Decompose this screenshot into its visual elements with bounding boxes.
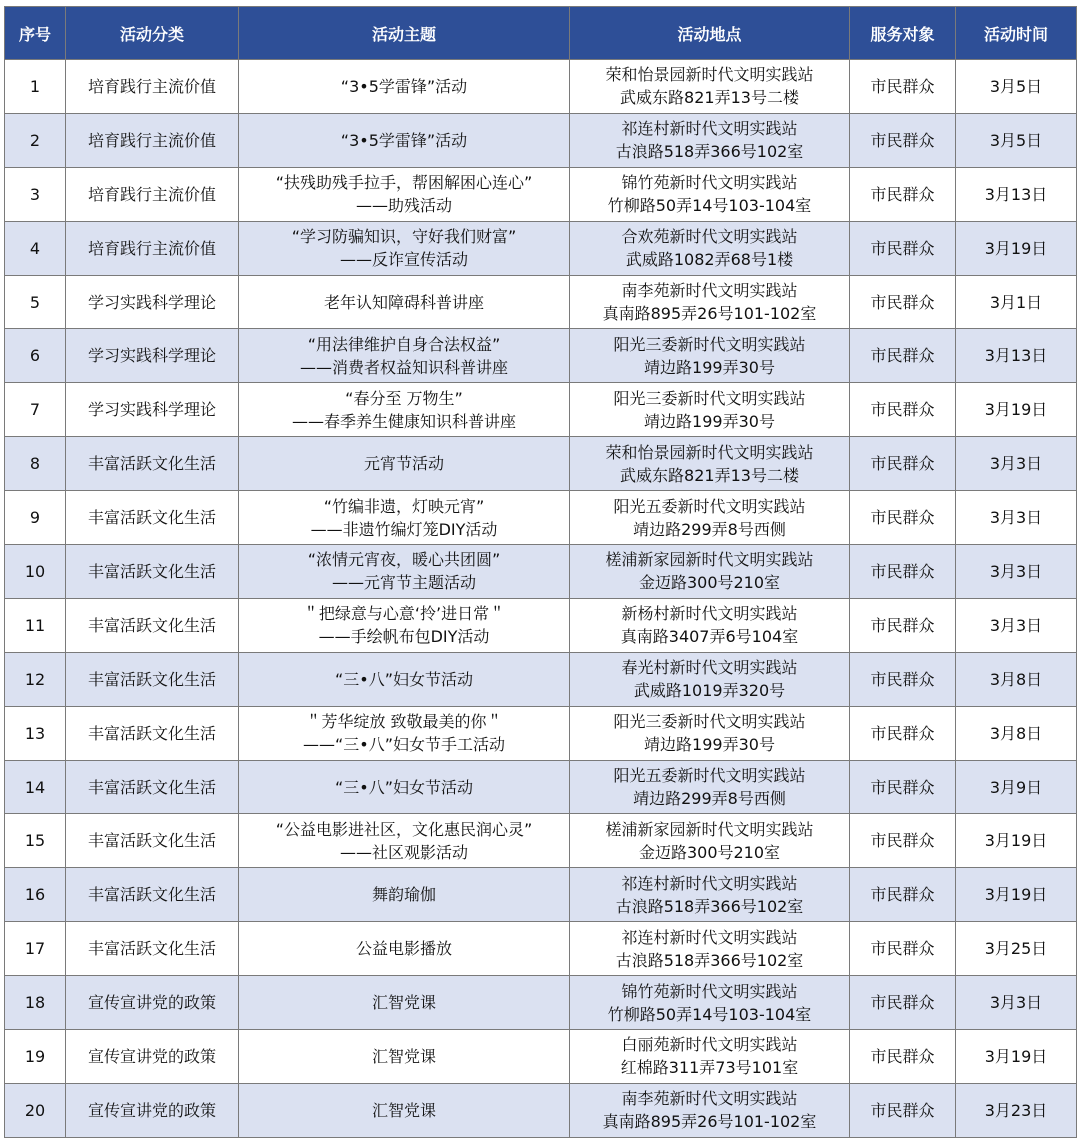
cell-date: 3月13日 <box>956 329 1077 383</box>
cell-theme <box>239 275 570 329</box>
place-line: 武威路1082弄68号1楼 <box>625 250 794 270</box>
place-line: 靖边路299弄8号西侧 <box>633 519 786 539</box>
table-row <box>5 437 1077 491</box>
cell-place <box>570 329 850 383</box>
cell-no: 15 <box>5 814 66 868</box>
cell-target: 市民群众 <box>850 814 956 868</box>
place-line: 真南路895弄26号101-102室 <box>602 1112 817 1132</box>
table-row <box>5 545 1077 599</box>
table-row <box>5 60 1077 114</box>
cell-no: 16 <box>5 868 66 922</box>
cell-category: 培育践行主流价值 <box>66 167 239 221</box>
cell-no: 1 <box>5 60 66 114</box>
theme-line: “三•八”妇女节活动 <box>334 669 474 689</box>
theme-line: ——反诈宣传活动 <box>339 250 468 270</box>
place-line: 槎浦新家园新时代文明实践站 <box>605 550 814 570</box>
theme-line: “3•5学雷锋”活动 <box>340 76 468 96</box>
cell-place <box>570 60 850 114</box>
cell-theme <box>239 706 570 760</box>
header-category: 活动分类 <box>66 7 239 60</box>
cell-theme <box>239 167 570 221</box>
place-line: 祁连村新时代文明实践站 <box>621 927 798 947</box>
cell-category: 丰富活跃文化生活 <box>66 868 239 922</box>
place-line: 靖边路199弄30号 <box>644 735 775 755</box>
cell-theme <box>239 113 570 167</box>
table-row <box>5 383 1077 437</box>
cell-theme <box>239 598 570 652</box>
cell-place <box>570 598 850 652</box>
cell-place <box>570 1083 850 1137</box>
cell-target: 市民群众 <box>850 383 956 437</box>
cell-date: 3月3日 <box>956 545 1077 599</box>
cell-date: 3月13日 <box>956 167 1077 221</box>
cell-target: 市民群众 <box>850 221 956 275</box>
theme-line: ＂芳华绽放 致敬最美的你＂ <box>305 712 503 732</box>
table-row <box>5 329 1077 383</box>
theme-line: ——非遗竹编灯笼DIY活动 <box>310 519 498 539</box>
cell-target: 市民群众 <box>850 706 956 760</box>
place-line: 祁连村新时代文明实践站 <box>621 873 798 893</box>
table-row <box>5 1083 1077 1137</box>
place-line: 白丽苑新时代文明实践站 <box>621 1035 798 1055</box>
table-body <box>5 60 1077 1138</box>
table-row <box>5 706 1077 760</box>
cell-category: 培育践行主流价值 <box>66 113 239 167</box>
place-line: 武威东路821弄13号二楼 <box>620 465 799 485</box>
theme-line: “用法律维护自身合法权益” <box>307 334 501 354</box>
cell-target: 市民群众 <box>850 437 956 491</box>
place-line: 阳光五委新时代文明实践站 <box>613 496 806 516</box>
theme-line: 舞韵瑜伽 <box>371 885 436 905</box>
table-row <box>5 221 1077 275</box>
cell-date: 3月3日 <box>956 976 1077 1030</box>
cell-place <box>570 814 850 868</box>
cell-date: 3月5日 <box>956 60 1077 114</box>
place-line: 红棉路311弄73号101室 <box>620 1058 799 1078</box>
header-target: 服务对象 <box>850 7 956 60</box>
cell-target: 市民群众 <box>850 598 956 652</box>
cell-target: 市民群众 <box>850 329 956 383</box>
theme-line: ——元宵节主题活动 <box>331 573 476 593</box>
cell-category: 学习实践科学理论 <box>66 275 239 329</box>
cell-no: 2 <box>5 113 66 167</box>
cell-no: 14 <box>5 760 66 814</box>
table-row <box>5 760 1077 814</box>
cell-theme <box>239 760 570 814</box>
place-line: 锦竹苑新时代文明实践站 <box>621 981 798 1001</box>
table-row <box>5 275 1077 329</box>
cell-no: 9 <box>5 491 66 545</box>
place-line: 真南路895弄26号101-102室 <box>602 304 817 323</box>
theme-line: ——“三•八”妇女节手工活动 <box>302 735 506 755</box>
place-line: 荣和怡景园新时代文明实践站 <box>605 65 814 85</box>
place-line: 真南路3407弄6号104室 <box>620 627 799 647</box>
cell-target: 市民群众 <box>850 760 956 814</box>
theme-line: “春分至 万物生” <box>345 388 463 408</box>
cell-no: 13 <box>5 706 66 760</box>
cell-target: 市民群众 <box>850 976 956 1030</box>
theme-line: “竹编非遗，灯映元宵” <box>323 496 485 516</box>
theme-line: ——社区观影活动 <box>339 842 468 862</box>
cell-date: 3月3日 <box>956 491 1077 545</box>
table-header-row <box>5 7 1077 60</box>
place-line: 靖边路199弄30号 <box>644 411 775 431</box>
place-line: 靖边路199弄30号 <box>644 357 775 377</box>
activity-table <box>4 6 1077 1138</box>
place-line: 锦竹苑新时代文明实践站 <box>621 173 798 193</box>
cell-date: 3月23日 <box>956 1083 1077 1137</box>
cell-date: 3月8日 <box>956 706 1077 760</box>
cell-place <box>570 868 850 922</box>
theme-line: 汇智党课 <box>371 1100 436 1120</box>
cell-theme <box>239 868 570 922</box>
cell-place <box>570 652 850 706</box>
cell-category: 宣传宣讲党的政策 <box>66 1083 239 1137</box>
cell-no: 8 <box>5 437 66 491</box>
place-line: 南李苑新时代文明实践站 <box>621 281 798 300</box>
cell-no: 3 <box>5 167 66 221</box>
theme-line: ——春季养生健康知识科普讲座 <box>291 411 516 431</box>
place-line: 荣和怡景园新时代文明实践站 <box>605 442 814 462</box>
place-line: 阳光三委新时代文明实践站 <box>613 388 806 408</box>
table-row <box>5 1030 1077 1084</box>
cell-category: 培育践行主流价值 <box>66 221 239 275</box>
cell-target: 市民群众 <box>850 652 956 706</box>
place-line: 春光村新时代文明实践站 <box>621 658 798 678</box>
cell-date: 3月19日 <box>956 868 1077 922</box>
cell-category: 丰富活跃文化生活 <box>66 437 239 491</box>
place-line: 槎浦新家园新时代文明实践站 <box>605 819 814 839</box>
cell-no: 18 <box>5 976 66 1030</box>
place-line: 竹柳路50弄14号103-104室 <box>607 1004 812 1024</box>
theme-line: 汇智党课 <box>371 993 436 1013</box>
cell-theme <box>239 221 570 275</box>
cell-theme <box>239 60 570 114</box>
table-row <box>5 868 1077 922</box>
table-row <box>5 491 1077 545</box>
cell-date: 3月19日 <box>956 383 1077 437</box>
cell-date: 3月9日 <box>956 760 1077 814</box>
theme-line: ＂把绿意与心意‘拎’进日常＂ <box>302 604 506 624</box>
header-theme: 活动主题 <box>239 7 570 60</box>
cell-place <box>570 760 850 814</box>
header-no: 序号 <box>5 7 66 60</box>
cell-no: 20 <box>5 1083 66 1137</box>
cell-no: 6 <box>5 329 66 383</box>
cell-theme <box>239 652 570 706</box>
place-line: 南李苑新时代文明实践站 <box>621 1089 798 1109</box>
cell-date: 3月19日 <box>956 1030 1077 1084</box>
place-line: 靖边路299弄8号西侧 <box>633 789 786 809</box>
place-line: 古浪路518弄366号102室 <box>615 950 804 970</box>
table-row <box>5 814 1077 868</box>
cell-no: 19 <box>5 1030 66 1084</box>
cell-category: 丰富活跃文化生活 <box>66 706 239 760</box>
cell-category: 宣传宣讲党的政策 <box>66 976 239 1030</box>
cell-target: 市民群众 <box>850 1030 956 1084</box>
cell-place <box>570 491 850 545</box>
cell-place <box>570 922 850 976</box>
cell-date: 3月25日 <box>956 922 1077 976</box>
cell-place <box>570 706 850 760</box>
table-row <box>5 922 1077 976</box>
table-row <box>5 652 1077 706</box>
theme-line: “三•八”妇女节活动 <box>334 777 474 797</box>
theme-line: 元宵节活动 <box>363 454 444 474</box>
cell-theme <box>239 976 570 1030</box>
cell-category: 丰富活跃文化生活 <box>66 760 239 814</box>
theme-line: 公益电影播放 <box>355 939 452 959</box>
cell-theme <box>239 329 570 383</box>
cell-place <box>570 167 850 221</box>
cell-date: 3月19日 <box>956 814 1077 868</box>
cell-place <box>570 545 850 599</box>
cell-date: 3月3日 <box>956 598 1077 652</box>
theme-line: “3•5学雷锋”活动 <box>340 130 468 150</box>
cell-theme <box>239 1030 570 1084</box>
theme-line: 老年认知障碍科普讲座 <box>323 292 484 312</box>
place-line: 竹柳路50弄14号103-104室 <box>607 196 812 216</box>
cell-place <box>570 1030 850 1084</box>
table-row <box>5 113 1077 167</box>
cell-target: 市民群众 <box>850 1083 956 1137</box>
cell-date: 3月8日 <box>956 652 1077 706</box>
cell-target: 市民群众 <box>850 275 956 329</box>
cell-category: 丰富活跃文化生活 <box>66 491 239 545</box>
table-row <box>5 167 1077 221</box>
theme-line: “扶残助残手拉手，帮困解困心连心” <box>275 173 533 193</box>
cell-no: 12 <box>5 652 66 706</box>
place-line: 金迈路300号210室 <box>638 842 781 862</box>
cell-category: 丰富活跃文化生活 <box>66 652 239 706</box>
table-row <box>5 976 1077 1030</box>
cell-no: 11 <box>5 598 66 652</box>
cell-theme <box>239 1083 570 1137</box>
place-line: 古浪路518弄366号102室 <box>615 896 804 916</box>
place-line: 武威路1019弄320号 <box>633 681 786 701</box>
cell-date: 3月1日 <box>956 275 1077 329</box>
place-line: 新杨村新时代文明实践站 <box>621 604 798 624</box>
cell-date: 3月19日 <box>956 221 1077 275</box>
cell-place <box>570 383 850 437</box>
cell-target: 市民群众 <box>850 167 956 221</box>
theme-line: ——手绘帆布包DIY活动 <box>318 627 490 647</box>
place-line: 祁连村新时代文明实践站 <box>621 119 798 139</box>
place-line: 阳光三委新时代文明实践站 <box>613 712 806 732</box>
theme-line: “浓情元宵夜，暖心共团圆” <box>307 550 501 570</box>
theme-line: 汇智党课 <box>371 1046 436 1066</box>
cell-category: 培育践行主流价值 <box>66 60 239 114</box>
theme-line: “学习防骗知识，守好我们财富” <box>291 227 517 247</box>
cell-category: 丰富活跃文化生活 <box>66 598 239 652</box>
cell-date: 3月3日 <box>956 437 1077 491</box>
cell-target: 市民群众 <box>850 491 956 545</box>
place-line: 合欢苑新时代文明实践站 <box>621 227 798 247</box>
theme-line: ——消费者权益知识科普讲座 <box>299 357 508 377</box>
cell-place <box>570 113 850 167</box>
cell-no: 5 <box>5 275 66 329</box>
header-date: 活动时间 <box>956 7 1077 60</box>
cell-category: 学习实践科学理论 <box>66 383 239 437</box>
cell-target: 市民群众 <box>850 60 956 114</box>
cell-place <box>570 437 850 491</box>
cell-place <box>570 275 850 329</box>
cell-category: 丰富活跃文化生活 <box>66 922 239 976</box>
place-line: 阳光三委新时代文明实践站 <box>613 334 806 354</box>
cell-theme <box>239 491 570 545</box>
cell-theme <box>239 545 570 599</box>
theme-line: ——助残活动 <box>355 196 452 216</box>
table-row <box>5 598 1077 652</box>
cell-theme <box>239 814 570 868</box>
cell-category: 丰富活跃文化生活 <box>66 545 239 599</box>
cell-target: 市民群众 <box>850 113 956 167</box>
cell-target: 市民群众 <box>850 545 956 599</box>
place-line: 古浪路518弄366号102室 <box>615 142 804 162</box>
cell-place <box>570 221 850 275</box>
cell-no: 4 <box>5 221 66 275</box>
cell-date: 3月5日 <box>956 113 1077 167</box>
cell-category: 宣传宣讲党的政策 <box>66 1030 239 1084</box>
cell-theme <box>239 437 570 491</box>
cell-category: 学习实践科学理论 <box>66 329 239 383</box>
place-line: 阳光五委新时代文明实践站 <box>613 766 806 786</box>
header-place: 活动地点 <box>570 7 850 60</box>
cell-place <box>570 976 850 1030</box>
place-line: 武威东路821弄13号二楼 <box>620 88 799 108</box>
activity-schedule <box>4 6 1076 1138</box>
place-line: 金迈路300号210室 <box>638 573 781 593</box>
cell-theme <box>239 922 570 976</box>
cell-theme <box>239 383 570 437</box>
cell-no: 10 <box>5 545 66 599</box>
theme-line: “公益电影进社区，文化惠民润心灵” <box>275 819 533 839</box>
cell-no: 7 <box>5 383 66 437</box>
cell-target: 市民群众 <box>850 868 956 922</box>
cell-target: 市民群众 <box>850 922 956 976</box>
cell-category: 丰富活跃文化生活 <box>66 814 239 868</box>
cell-no: 17 <box>5 922 66 976</box>
